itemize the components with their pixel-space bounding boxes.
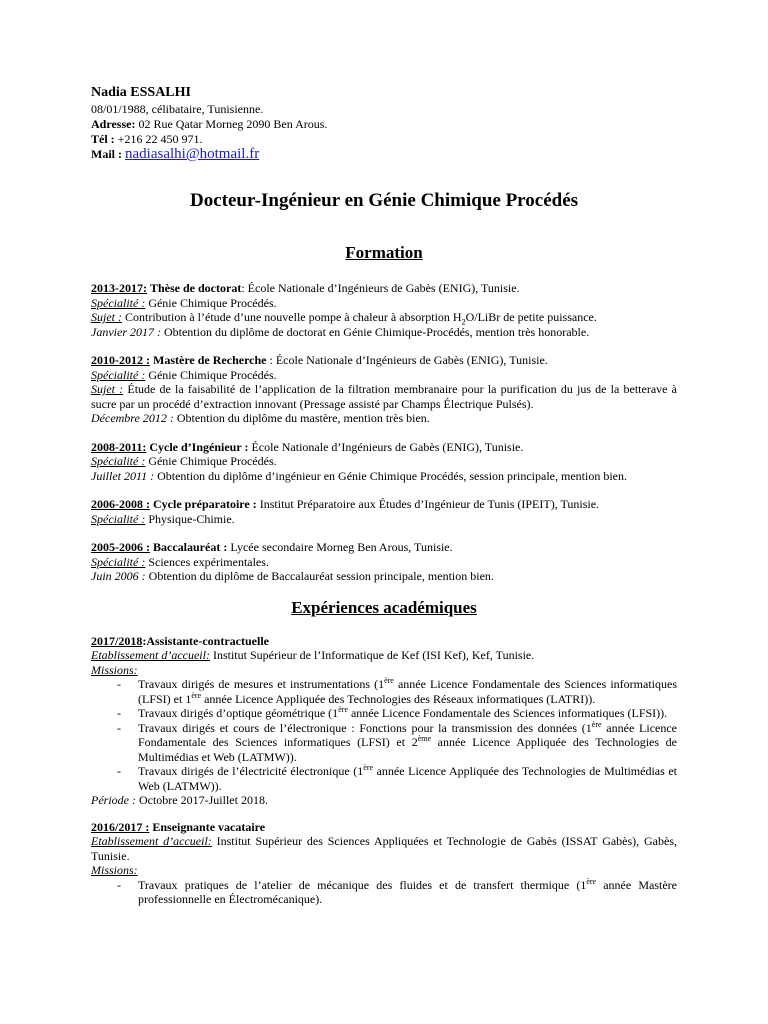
mission-text: année Licence Fondamentale des Sciences informatiques (LFSI) et 1 — [138, 677, 677, 706]
formation-entry-preparatoire — [91, 497, 677, 526]
entry-institution: École Nationale d’Ingénieurs de Gabès (ENIG), Tunisie. — [251, 439, 524, 454]
candidate-name: Nadia ESSALHI — [91, 85, 191, 100]
mission-text: année Licence Appliquée des Technologies des Réseaux informatiques (LATRI)). — [201, 691, 596, 706]
date-label: Juin 2006 : — [91, 569, 146, 583]
experiences-heading: Expériences académiques — [291, 597, 477, 617]
date-label: Juillet 2011 : — [91, 468, 155, 483]
mission-text: année Licence Appliquée des Technologies de Multimédias et Web (LATMW)). — [138, 735, 678, 764]
entry-years: 2010-2012 : — [91, 353, 150, 367]
formation-entry-baccalaureat — [91, 540, 677, 584]
date-label: Janvier 2017 : — [91, 324, 161, 339]
formation-entry-mastere — [91, 353, 677, 426]
missions-list — [91, 878, 677, 907]
mission-sup: ème — [417, 734, 432, 743]
mission-text: Travaux dirigés d’optique géométrique (1 — [138, 706, 339, 720]
entry-degree: Cycle d’Ingénieur : — [149, 439, 249, 454]
mail-label: Mail : — [91, 147, 122, 161]
subject-text-post: O/LiBr de petite puissance. — [465, 310, 597, 324]
period-value: Octobre 2017-Juillet 2018. — [138, 793, 268, 807]
formation-entry-ingenieur — [91, 440, 677, 484]
entry-years: 2008-2011: — [91, 439, 147, 454]
phone-label: Tél : — [91, 132, 115, 146]
entry-degree: Baccalauréat : — [153, 540, 228, 554]
host-value: Institut Supérieur des Sciences Appliquées et Technologie de Gabès (ISSAT Gabès), Gabès, Tunisie. — [91, 834, 677, 863]
date-text: Obtention du diplôme de Baccalauréat session principale, mention bien. — [148, 569, 494, 583]
speciality-label: Spécialité : — [91, 554, 146, 569]
date-text: Obtention du diplôme du mastère, mention très bien. — [176, 411, 430, 425]
mission-sup: ère — [591, 719, 602, 729]
job-vacataire — [91, 820, 677, 907]
mission-text: Travaux dirigés de l’électricité électronique (1 — [138, 764, 364, 778]
mission-sup: ère — [586, 876, 597, 886]
contact-block — [91, 84, 677, 162]
mission-item — [91, 677, 677, 706]
mission-text: année Mastère professionnelle en Électromécanique). — [138, 877, 677, 906]
subject-label: Sujet : — [91, 310, 122, 324]
job-years: 2016/2017 : — [91, 819, 150, 834]
entry-degree: Mastère de Recherche — [153, 353, 267, 367]
address-value: 02 Rue Qatar Morneg 2090 Ben Arous. — [138, 117, 328, 131]
entry-institution: Lycée secondaire Morneg Ben Arous, Tunisie. — [230, 540, 453, 554]
entry-institution: Institut Préparatoire aux Études d’Ingénieur de Tunis (IPEIT), Tunisie. — [259, 497, 600, 511]
phone-value: +216 22 450 971. — [117, 132, 203, 146]
mission-text: Travaux pratiques de l’atelier de mécanique des fluides et de transfert thermique (1 — [138, 877, 587, 892]
subject-label: Sujet : — [91, 382, 124, 396]
speciality-label: Spécialité : — [91, 454, 146, 468]
host-label: Etablissement d’accueil: — [91, 648, 210, 662]
mission-item — [91, 878, 677, 907]
mission-sup: ère — [363, 763, 374, 772]
speciality-value: Génie Chimique Procédés. — [148, 295, 277, 310]
subject-sub: 2 — [461, 317, 466, 327]
cv-title: Docteur-Ingénieur en Génie Chimique Procédés — [189, 190, 579, 211]
mission-text: année Licence Fondamentale des Sciences informatiques (LFSI) et 2 — [138, 720, 677, 749]
host-value: Institut Supérieur de l’Informatique de Kef (ISI Kef), Kef, Tunisie. — [212, 648, 535, 662]
date-text: Obtention du diplôme d’ingénieur en Génie Chimique Procédés, session principale, mention bien. — [157, 468, 627, 483]
subject-text-pre: Contribution à l’étude d’une nouvelle pompe à chaleur à absorption H — [125, 310, 462, 324]
mission-item — [91, 721, 677, 765]
missions-label: Missions: — [91, 863, 138, 877]
speciality-label: Spécialité : — [91, 367, 146, 382]
host-label: Etablissement d’accueil: — [91, 834, 212, 848]
formation-heading: Formation — [345, 243, 423, 262]
missions-label: Missions: — [91, 662, 138, 677]
entry-years: 2006-2008 : — [91, 497, 150, 511]
entry-years: 2013-2017: — [91, 281, 147, 295]
job-role: Enseignante vacataire — [152, 819, 266, 834]
entry-degree: Cycle préparatoire : — [153, 497, 257, 511]
birth-line: 08/01/1988, célibataire, Tunisienne. — [91, 102, 264, 116]
mail-line — [91, 147, 677, 162]
subject-text: Étude de la faisabilité de l’application de la filtration membranaire pour la purification du jus de la betterave à sucre par un procédé d’extraction innovant (Pressage assisté par Champs Électrique Pulsés). — [91, 382, 677, 411]
address-label: Adresse: — [91, 117, 136, 131]
speciality-label: Spécialité : — [91, 511, 146, 526]
mission-sup: ère — [338, 705, 348, 714]
mission-text: année Licence Appliquée des Technologies de Multimédias et Web (LATMW)). — [138, 764, 678, 793]
mission-sup: ère — [384, 676, 394, 685]
speciality-value: Génie Chimique Procédés. — [148, 454, 277, 468]
missions-list — [91, 677, 677, 793]
date-label: Décembre 2012 : — [91, 411, 174, 425]
job-years: 2017/2018 — [91, 633, 143, 648]
entry-degree: Thèse de doctorat — [150, 281, 242, 295]
job-assistante — [91, 634, 677, 808]
mission-item — [91, 706, 677, 721]
mail-link[interactable]: nadiasalhi@hotmail.fr — [125, 146, 260, 162]
entry-years: 2005-2006 : — [91, 540, 150, 554]
date-text: Obtention du diplôme de doctorat en Génie Chimique-Procédés, mention très honorable. — [163, 324, 590, 339]
mission-item — [91, 764, 677, 793]
cv-page — [91, 84, 677, 919]
entry-institution: : École Nationale d’Ingénieurs de Gabès (ENIG), Tunisie. — [269, 353, 548, 367]
entry-institution: : École Nationale d’Ingénieurs de Gabès (ENIG), Tunisie. — [241, 281, 520, 295]
period-label: Période : — [91, 793, 136, 807]
mission-sup: ère — [191, 690, 202, 700]
mission-text: Travaux dirigés de mesures et instrumentations (1 — [138, 677, 385, 691]
speciality-value: Sciences expérimentales. — [148, 554, 269, 569]
phone-line — [91, 132, 677, 147]
speciality-value: Génie Chimique Procédés. — [148, 367, 277, 382]
speciality-value: Physique-Chimie. — [148, 511, 235, 526]
address-line — [91, 117, 677, 132]
mission-text: année Licence Fondamentale des Sciences informatiques (LFSI)). — [347, 706, 668, 720]
job-role: :Assistante-contractuelle — [142, 633, 269, 648]
mission-text: Travaux dirigés et cours de l’électronique : Fonctions pour la transmission des données (1 — [138, 720, 592, 735]
formation-entry-doctorat — [91, 281, 677, 339]
speciality-label: Spécialité : — [91, 295, 146, 310]
